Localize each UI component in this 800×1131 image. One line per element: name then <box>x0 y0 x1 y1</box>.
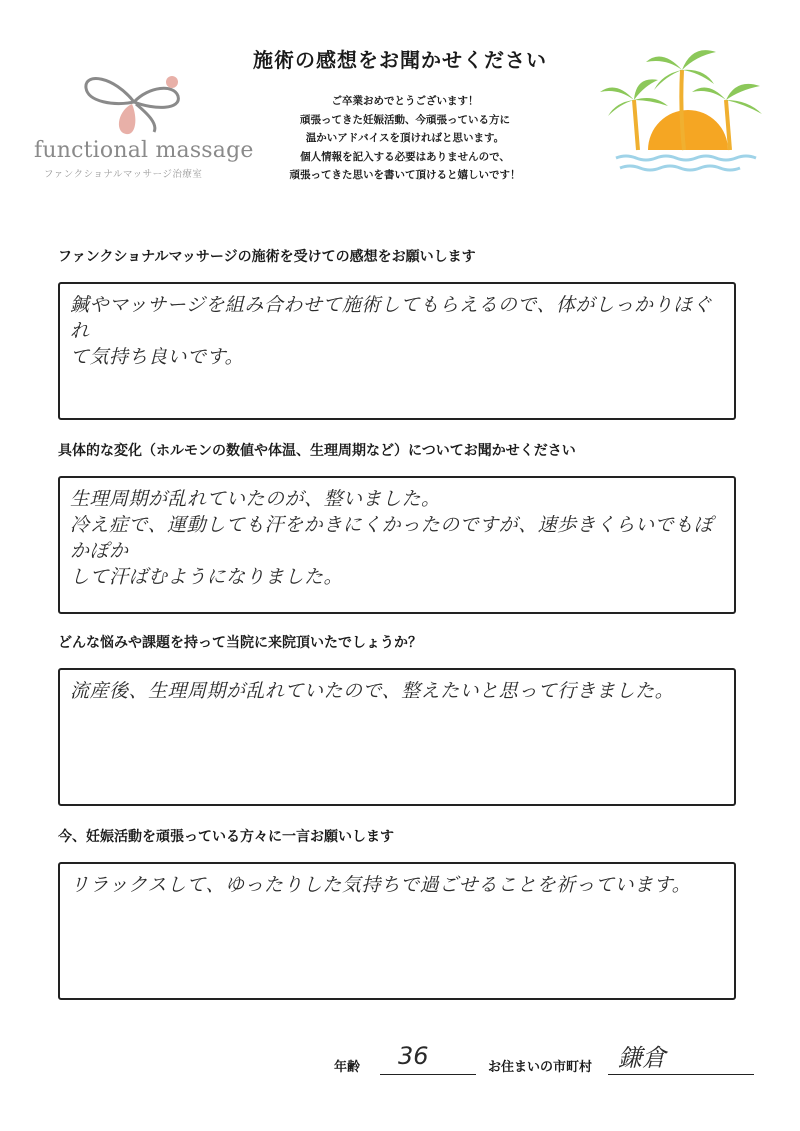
intro-line: 頑張ってきた妊娠活動、今頑張っている方に <box>300 113 510 126</box>
question-2-label: 具体的な変化（ホルモンの数値や体温、生理周期など）についてお聞かせください <box>58 443 576 459</box>
page-title: 施術の感想をお聞かせください <box>253 48 547 72</box>
answer-3-line: 流産後、生理周期が乱れていたので、整えたいと思って行きました。 <box>70 680 675 702</box>
question-4-label: 今、妊娠活動を頑張っている方々に一言お願いします <box>58 829 394 845</box>
age-value: 36 <box>398 1042 429 1070</box>
city-underline <box>608 1074 754 1075</box>
answer-2-line: 冷え症で、運動しても汗をかきにくかったのですが、速歩きくらいでもぽかぽか <box>70 514 714 562</box>
intro-text <box>240 92 570 185</box>
age-underline <box>380 1074 476 1075</box>
logo-subtitle: ファンクショナルマッサージ治療室 <box>44 169 203 180</box>
logo-name: functional massage <box>34 138 254 163</box>
intro-line: ご卒業おめでとうございます！ <box>331 95 479 107</box>
question-1-label: ファンクショナルマッサージの施術を受けての感想をお願いします <box>58 249 476 265</box>
question-3-label: どんな悩みや課題を持って当院に来院頂いたでしょうか？ <box>58 635 422 651</box>
palm-tree-icon <box>596 40 766 180</box>
clinic-logo <box>34 66 254 186</box>
city-label: お住まいの市町村 <box>488 1060 593 1075</box>
intro-line: 個人情報を記入する必要はありませんので、 <box>300 150 510 163</box>
answer-1-line: て気持ち良いです。 <box>70 346 244 368</box>
age-label: 年齢 <box>334 1060 361 1075</box>
answer-box-2 <box>58 476 736 614</box>
intro-line: 頑張ってきた思いを書いて頂けると嬉しいです！ <box>289 169 521 181</box>
intro-line: 温かいアドバイスを頂ければと思います。 <box>305 132 505 144</box>
answer-1-line: 鍼やマッサージを組み合わせて施術してもらえるので、体がしっかりほぐれ <box>70 294 712 342</box>
answer-2-line: 生理周期が乱れていたのが、整いました。 <box>70 488 441 510</box>
answer-box-1 <box>58 282 736 420</box>
answer-box-3 <box>58 668 736 806</box>
answer-4-line: リラックスして、ゆったりした気持ちで過ごせることを祈っています。 <box>70 874 692 896</box>
city-value: 鎌倉 <box>618 1044 666 1072</box>
butterfly-logo-icon <box>74 66 194 138</box>
answer-box-4 <box>58 862 736 1000</box>
answer-2-line: して汗ばむようになりました。 <box>70 566 344 588</box>
